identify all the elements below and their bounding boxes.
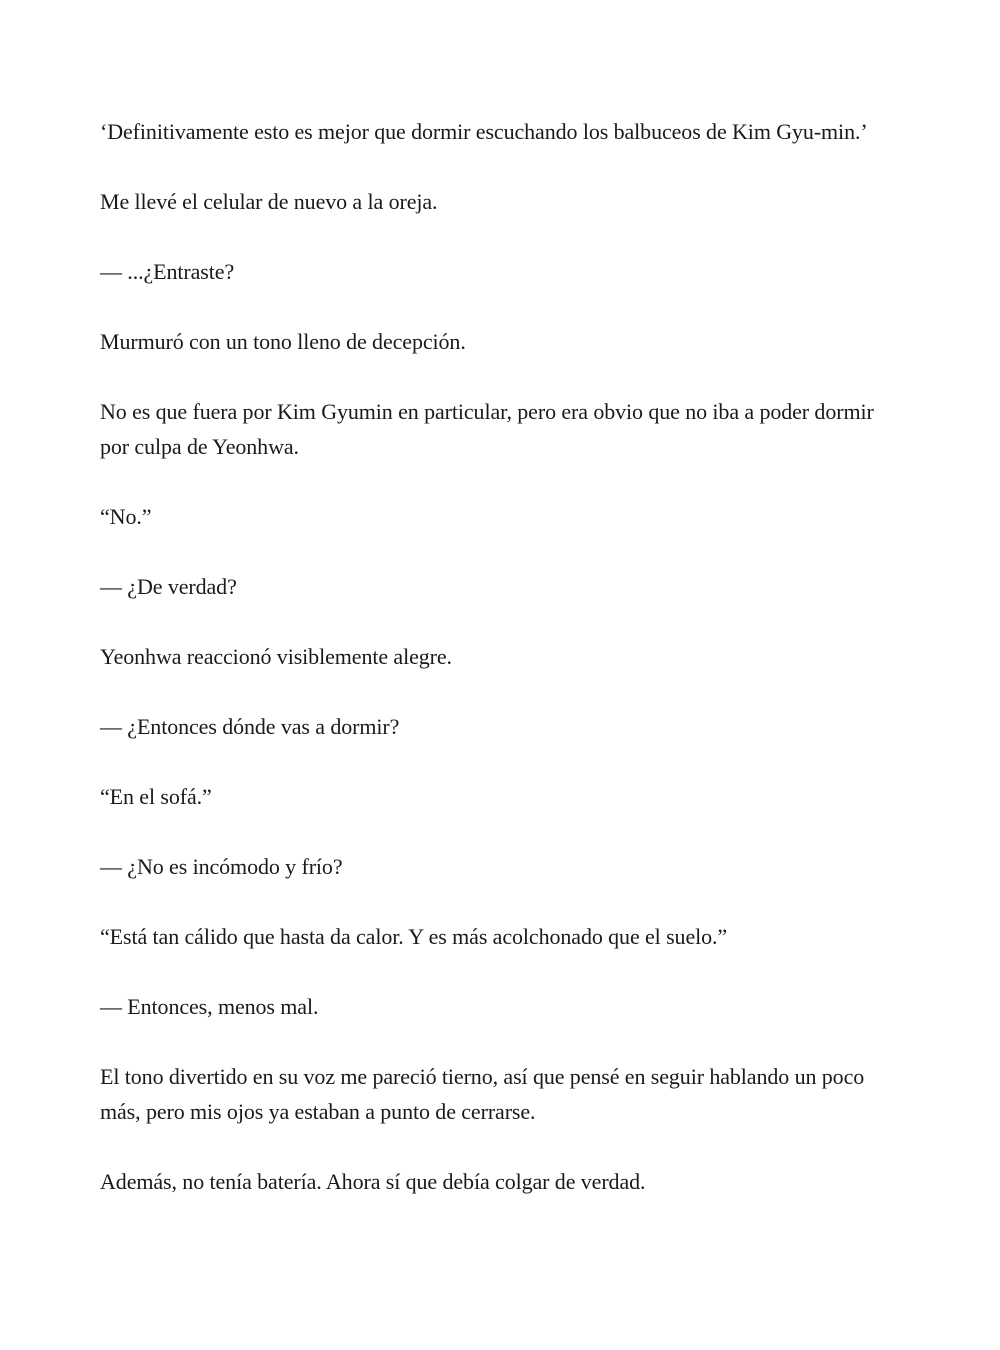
- paragraph-dialogue: “En el sofá.”: [100, 784, 212, 809]
- paragraph-narration: Me llevé el celular de nuevo a la oreja.: [100, 189, 438, 214]
- paragraph-thought: ‘Definitivamente esto es mejor que dormir escuchando los balbuceos de Kim Gyu-min.’: [100, 119, 868, 144]
- paragraph-narration: Murmuró con un tono lleno de decepción.: [100, 329, 466, 354]
- paragraph-dialogue: “Está tan cálido que hasta da calor. Y es más acolchonado que el suelo.”: [100, 924, 728, 949]
- paragraph-dialogue: — ¿Entonces dónde vas a dormir?: [100, 714, 400, 739]
- paragraph-dialogue: — ...¿Entraste?: [100, 259, 235, 284]
- document-page: [100, 114, 890, 1234]
- paragraph-dialogue: — ¿No es incómodo y frío?: [100, 854, 343, 879]
- paragraph-narration: El tono divertido en su voz me pareció tierno, así que pensé en seguir hablando un poco más, pero mis ojos ya estaban a punto de cerrarse.: [100, 1064, 865, 1124]
- paragraph-narration: Yeonhwa reaccionó visiblemente alegre.: [100, 644, 452, 669]
- paragraph-narration: No es que fuera por Kim Gyumin en particular, pero era obvio que no iba a poder dormir por culpa de Yeonhwa.: [100, 399, 874, 459]
- paragraph-dialogue: “No.”: [100, 504, 152, 529]
- paragraph-narration: Además, no tenía batería. Ahora sí que debía colgar de verdad.: [100, 1169, 646, 1194]
- paragraph-dialogue: — Entonces, menos mal.: [100, 994, 319, 1019]
- paragraph-dialogue: — ¿De verdad?: [100, 574, 237, 599]
